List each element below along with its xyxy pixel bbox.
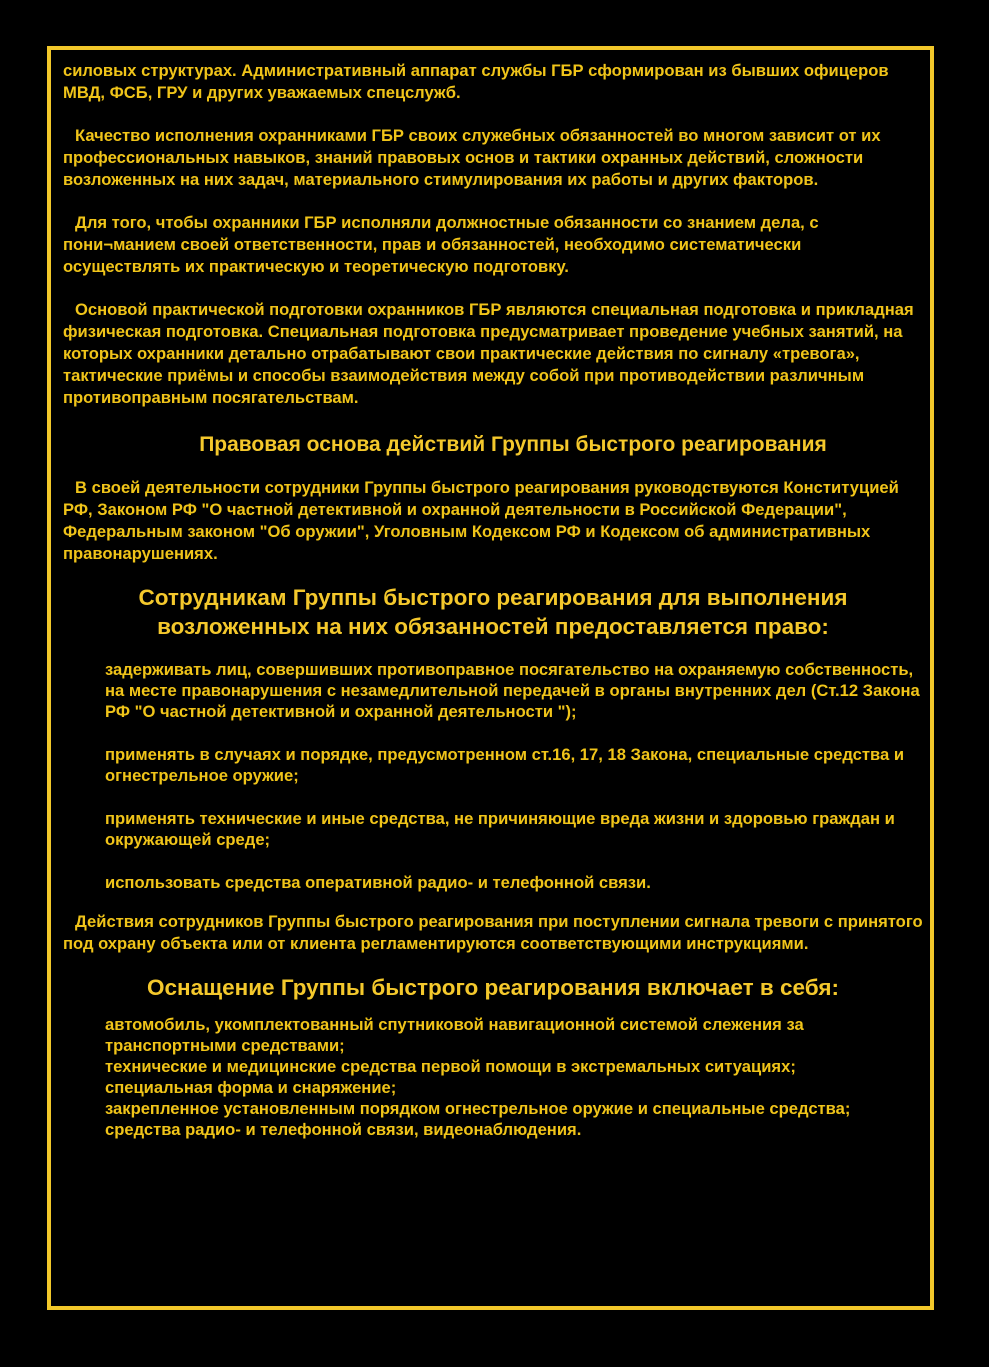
paragraph-quality: Качество исполнения охранниками ГБР своих служебных обязанностей во многом зависит от их профессиональных навыков, знаний правовых основ и тактики охранных действий, сложности возложенных на них задач, материального стимулирования их работы и других факторов. (63, 126, 881, 189)
list-item: применять технические и иные средства, не причиняющие вреда жизни и здоровью граждан и окружающей среде; (105, 809, 895, 849)
heading-legal-basis: Правовая основа действий Группы быстрого реагирования (199, 433, 827, 456)
list-item: средства радио- и телефонной связи, видеонаблюдения. (105, 1120, 582, 1139)
heading-rights-line1: Сотрудникам Группы быстрого реагирования для выполнения (138, 585, 848, 610)
list-item: автомобиль, укомплектованный спутниковой навигационной системой слежения за транспортными средствами; (105, 1015, 804, 1055)
paragraph-practice: Основой практической подготовки охранников ГБР являются специальная подготовка и прикладная физическая подготовка. Специальная подготовка предусматривает проведение учебных занятий, на которых охранники детально отрабатывают свои практические действия по сигналу «тревога», тактические приёмы и способы взаимодействия между собой при противодействии различным противоправным посягательствам. (63, 300, 914, 407)
heading-rights-line2: возложенных на них обязанностей предоставляется право: (157, 614, 829, 639)
paragraph-alarm: Действия сотрудников Группы быстрого реагирования при поступлении сигнала тревоги с принятого под охрану объекта или от клиента регламентируются соответствующими инструкциями. (63, 912, 923, 953)
list-item: технические и медицинские средства первой помощи в экстремальных ситуациях; (105, 1057, 796, 1076)
paragraph-training: Для того, чтобы охранники ГБР исполняли должностные обязанности со знанием дела, с пони¬манием своей ответственности, прав и обязанностей, необходимо систематически осуществлять их практическую и теоретическую подготовку. (63, 213, 819, 276)
list-item: задерживать лиц, совершивших противоправное посягательство на охраняемую собственность, на месте правонарушения с незамедлительной передачей в органы внутренних дел (Ст.12 Закона РФ "О частной детективной и охранной деятельности "); (105, 660, 920, 721)
rights-list (63, 659, 923, 893)
list-item: специальная форма и снаряжение; (105, 1078, 397, 1097)
document-body (63, 60, 923, 1140)
list-item: использовать средства оперативной радио- и телефонной связи. (105, 873, 651, 892)
list-item: применять в случаях и порядке, предусмотренном ст.16, 17, 18 Закона, специальные средства и огнестрельное оружие; (105, 745, 905, 785)
equipment-list (63, 1014, 923, 1140)
paragraph-legal-basis: В своей деятельности сотрудники Группы быстрого реагирования руководствуются Конституцией РФ, Законом РФ "О частной детективной и охранной деятельности в Российской Федерации", Федеральным законом "Об оружии", Уголовным Кодексом РФ и Кодексом об административных правонарушениях. (63, 478, 899, 563)
heading-equipment: Оснащение Группы быстрого реагирования включает в себя: (147, 975, 839, 1000)
list-item: закрепленное установленным порядком огнестрельное оружие и специальные средства; (105, 1099, 851, 1118)
paragraph-intro: силовых структурах. Административный аппарат службы ГБР сформирован из бывших офицеров МВД, ФСБ, ГРУ и других уважаемых спецслужб. (63, 61, 889, 102)
